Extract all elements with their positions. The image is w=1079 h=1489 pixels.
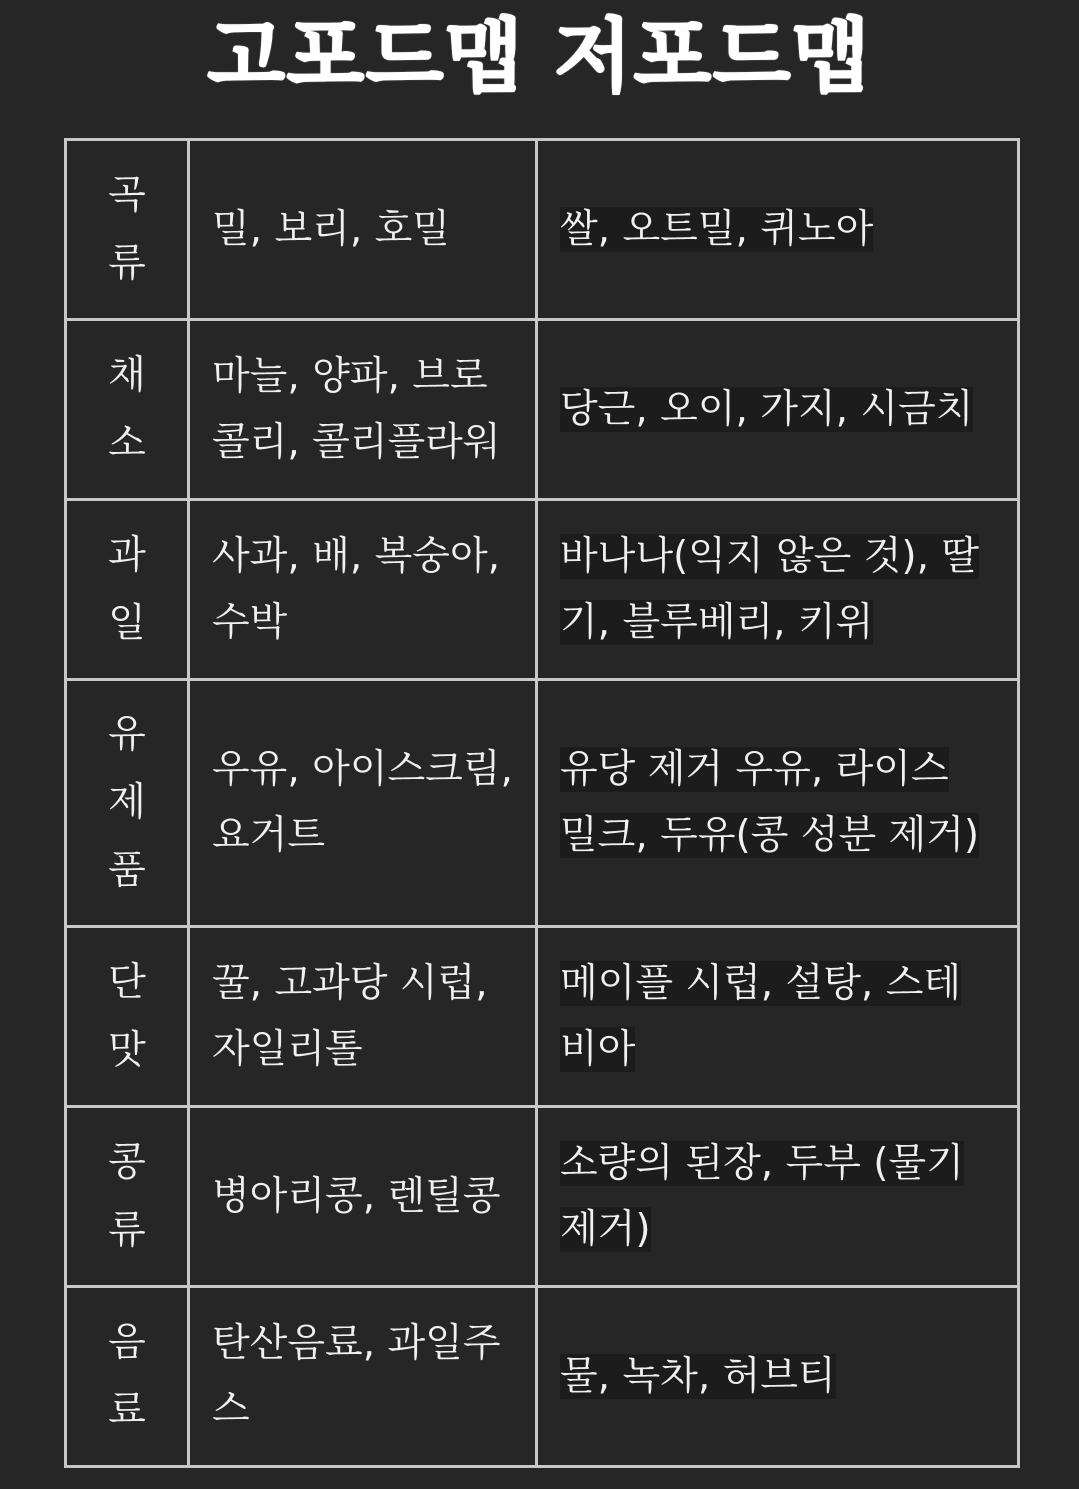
category-label: 과일 [108,532,146,646]
table-row [66,1107,1019,1287]
category-label: 콩류 [108,1139,146,1253]
low-fodmap-cell [537,680,1019,927]
high-fodmap-cell [189,1107,537,1287]
high-fodmap-text: 사과, 배, 복숭아, 수박 [212,533,501,645]
category-label: 단맛 [108,959,146,1073]
category-cell [66,1107,189,1287]
table-row [66,927,1019,1107]
low-fodmap-text: 유당 제거 우유, 라이스 밀크, 두유(콩 성분 제거) [560,747,980,858]
table-row [66,1287,1019,1467]
high-fodmap-text: 마늘, 양파, 브로콜리, 콜리플라워 [212,353,501,465]
category-cell [66,680,189,927]
table-row [66,500,1019,680]
high-fodmap-text: 병아리콩, 렌틸콩 [212,1173,501,1219]
high-fodmap-cell [189,500,537,680]
high-fodmap-text: 우유, 아이스크림, 요거트 [212,747,513,858]
low-fodmap-cell [537,140,1019,320]
category-label: 채소 [108,352,146,466]
category-cell [66,927,189,1107]
high-fodmap-cell [189,140,537,320]
category-cell [66,320,189,500]
category-cell [66,500,189,680]
high-fodmap-cell [189,680,537,927]
category-label: 유제품 [108,712,146,893]
low-fodmap-text: 메이플 시럽, 설탕, 스테비아 [560,960,962,1072]
fodmap-table [64,138,1020,1468]
table-row [66,320,1019,500]
category-cell [66,1287,189,1467]
high-fodmap-cell [189,927,537,1107]
high-fodmap-text: 꿀, 고과당 시럽, 자일리톨 [212,960,488,1072]
category-cell [66,140,189,320]
high-fodmap-text: 탄산음료, 과일주스 [212,1320,501,1432]
category-label: 음료 [108,1319,146,1433]
low-fodmap-cell [537,320,1019,500]
high-fodmap-text: 밀, 보리, 호밀 [212,206,450,252]
table-row [66,680,1019,927]
low-fodmap-cell [537,927,1019,1107]
low-fodmap-text: 물, 녹차, 허브티 [560,1353,836,1399]
low-fodmap-text: 당근, 오이, 가지, 시금치 [560,386,974,432]
category-label: 곡류 [108,172,146,286]
page-title: 고포드맵 저포드맵 [207,10,872,103]
low-fodmap-text: 바나나(익지 않은 것), 딸기, 블루베리, 키위 [560,533,980,645]
low-fodmap-cell [537,1287,1019,1467]
low-fodmap-text: 소량의 된장, 두부 (물기 제거) [560,1140,964,1252]
high-fodmap-cell [189,320,537,500]
low-fodmap-cell [537,500,1019,680]
low-fodmap-cell [537,1107,1019,1287]
low-fodmap-text: 쌀, 오트밀, 퀴노아 [560,206,874,252]
table-row [66,140,1019,320]
high-fodmap-cell [189,1287,537,1467]
